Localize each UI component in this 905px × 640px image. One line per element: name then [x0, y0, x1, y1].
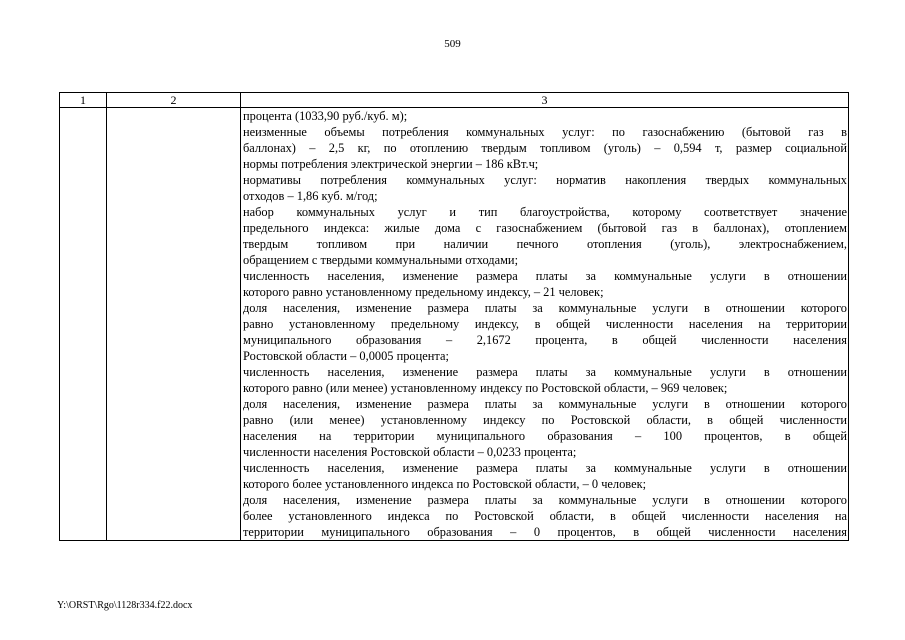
text-line: численность населения, изменение размера платы за коммунальные услуги в отношении [243, 365, 847, 379]
text-line: численности населения Ростовской области – 0,0233 процента; [243, 445, 577, 459]
text-line: баллонах) – 2,5 кг, по отоплению твердым топливом (уголь) – 0,594 т, размер социальной [243, 141, 847, 155]
text-line: отходов – 1,86 куб. м/год; [243, 189, 378, 203]
text-line: доля населения, изменение размера платы за коммунальные услуги в отношении которого [243, 397, 847, 411]
text-line: численность населения, изменение размера платы за коммунальные услуги в отношении [243, 461, 847, 475]
column-header-1: 1 [60, 93, 107, 108]
text-line: обращением с твердыми коммунальными отходами; [243, 253, 519, 267]
text-line: Ростовской области – 0,0005 процента; [243, 349, 449, 363]
text-line: доля населения, изменение размера платы за коммунальные услуги в отношении которого [243, 301, 847, 315]
table-row [60, 108, 849, 541]
table-header-row [60, 93, 849, 108]
text-line: населения на территории муниципального образования – 100 процентов, в общей [243, 429, 847, 443]
text-line: набор коммунальных услуг и тип благоустройства, которому соответствует значение [243, 205, 847, 219]
text-line: равно (или менее) установленному индексу по Ростовской области, в общей численности [243, 413, 847, 427]
text-line: доля населения, изменение размера платы за коммунальные услуги в отношении которого [243, 493, 847, 507]
table-cell-col2 [107, 108, 241, 541]
text-line: процента (1033,90 руб./куб. м); [243, 109, 408, 123]
text-line: твердым топливом при наличии печного отопления (уголь), электроснабжением, [243, 237, 847, 251]
text-line: нормы потребления электрической энергии – 186 кВт.ч; [243, 157, 539, 171]
page-number: 509 [444, 38, 461, 50]
text-line: которого равно установленному предельному индексу, – 21 человек; [243, 285, 604, 299]
text-line: которого равно (или менее) установленному индексу по Ростовской области, – 969 человек; [243, 381, 728, 395]
text-line: неизменные объемы потребления коммунальных услуг: по газоснабжению (бытовой газ в [243, 125, 847, 139]
text-line: равно установленному предельному индексу, в общей численности населения на территории [243, 317, 847, 331]
text-line: численность населения, изменение размера платы за коммунальные услуги в отношении [243, 269, 847, 283]
text-line: предельного индекса: жилые дома с газоснабжением (бытовой газ в баллонах), отоплением [243, 221, 847, 235]
column-header-3: 3 [241, 93, 849, 108]
table-cell-col3 [241, 108, 849, 541]
text-line: более установленного индекса по Ростовской области, в общей численности населения на [243, 509, 847, 523]
text-line: которого более установленного индекса по Ростовской области, – 0 человек; [243, 477, 647, 491]
column-header-2: 2 [107, 93, 241, 108]
table-cell-col1 [60, 108, 107, 541]
data-table [59, 92, 849, 541]
text-line: нормативы потребления коммунальных услуг: норматив накопления твердых коммунальных [243, 173, 847, 187]
text-line: муниципального образования – 2,1672 процента, в общей численности населения [243, 333, 847, 347]
footer-file-path: Y:\ORST\Rgo\1128r334.f22.docx [57, 600, 193, 611]
text-line: территории муниципального образования – 0 процентов, в общей численности населения [243, 525, 847, 539]
